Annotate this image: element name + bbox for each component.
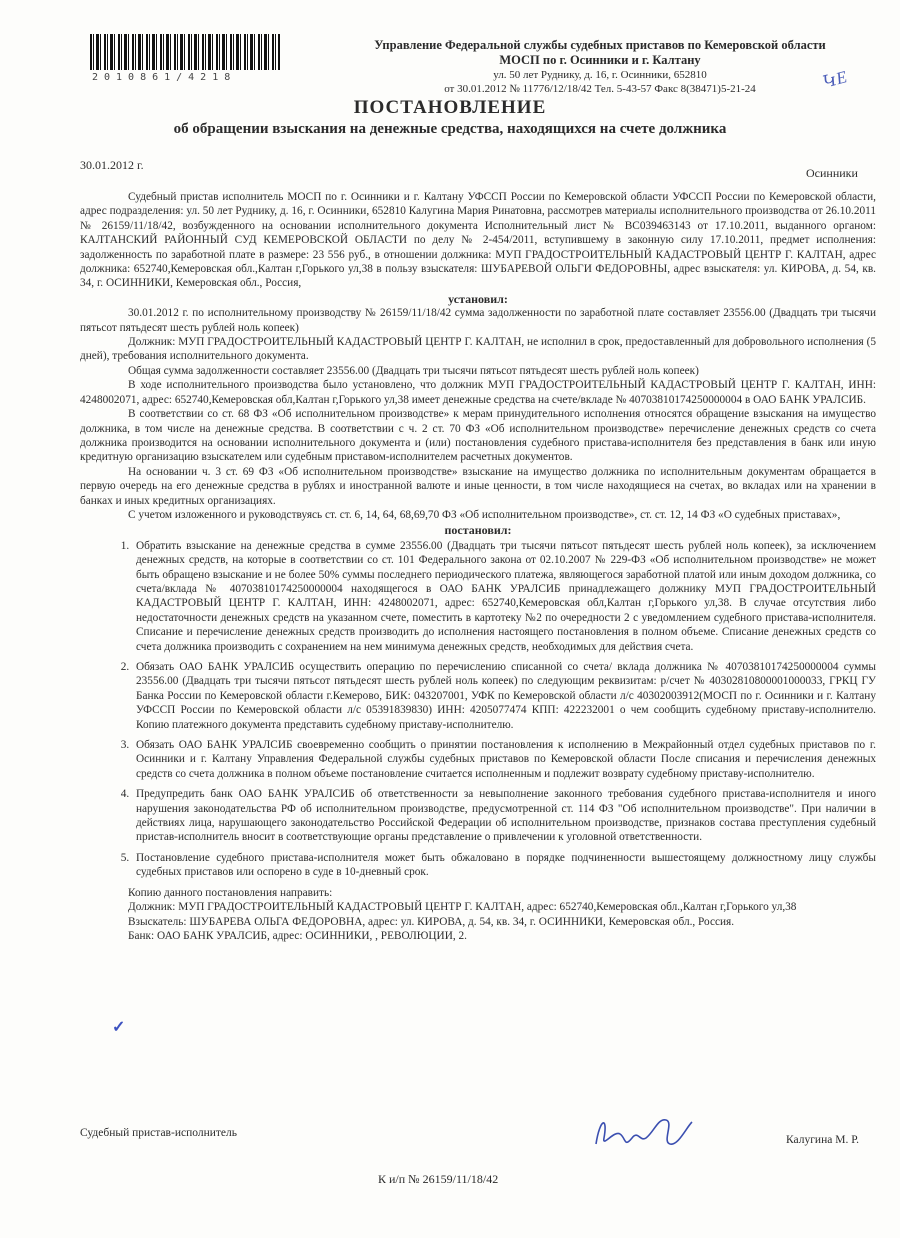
barcode [90, 34, 280, 70]
case-number: К и/п № 26159/11/18/42 [378, 1172, 499, 1186]
handwritten-signature [588, 1108, 698, 1158]
resolution-item: 4. Предупредить банк ОАО БАНК УРАЛСИБ об ответственности за невыполнение законного требования судебного пристава-исполнителя и иного нарушения законодательства РФ об исполнительном производстве, предусмотренной ст. 114 ФЗ "Об исполнительном производстве". При наличии в действиях лица, нарушающего законодательство Российской Федерации об исполнительном производстве, признаков состава преступления судебный пристав-исполнитель вносит в соответствующие органы представление о привлечении к уголовной ответственности. [132, 787, 876, 845]
check-mark-icon: ✓ [112, 1019, 126, 1036]
resolution-item: 1. Обратить взыскание на денежные средства в сумме 23556.00 (Двадцать три тысячи пятьсот пятьдесят шесть рублей ноль копеек), за исключением денежных средств, на которые в соответствии со ст. 101 Федерального закона от 02.10.2007 № 229-ФЗ «Об исполнительном производстве» не может быть обращено взыскание и не более 50% суммы последнего периодического платежа, являющегося заработной платой или иным доходом должника, со счета/вклада № 40703810174250000004 находящегося в ОАО БАНК УРАЛСИБ принадлежащего должнику МУП ГРАДОСТРОИТЕЛЬНЫЙ КАДАСТРОВЫЙ ЦЕНТР Г. КАЛТАН, ИНН: 4248002071, адрес: 652740,Кемеровская обл,Калтан г,Горького ул,38. В случае отсутствия либо недостаточности денежных средств на указанном счете, поместить в картотеку №2 по очередности 2 с уведомлением судебного пристава-исполнителя. Списание и перечисление денежных средств производить до исполнения настоящего постановления в полном объеме. Списание денежных средств со счета должника производить с сохранением на нем минимума денежных средств, необходимых для действия счета. [132, 539, 876, 654]
org-address: ул. 50 лет Руднику, д. 16, г. Осинники, 652810 [493, 69, 707, 81]
established-heading: установил: [448, 291, 508, 306]
copy-recipient-claimant: Взыскатель: ШУБАРЕВА ОЛЬГА ФЕДОРОВНА, адрес: ул. КИРОВА, д. 54, кв. 34, г. ОСИННИКИ, Кемеровская обл., Россия. [128, 915, 735, 928]
resolved-heading: постановил: [444, 523, 512, 538]
copies-heading: Копию данного постановления направить: [128, 886, 333, 899]
resolution-item: 2. Обязать ОАО БАНК УРАЛСИБ осуществить операцию по перечислению списанной со счета/ вклада должника № 40703810174250000004 суммы 23556.00 (Двадцать три тысячи пятьсот пятьдесят шесть рублей ноль копеек) по следующим реквизитам: р/счет № 40302810800001000033, ГРКЦ ГУ Банка России по Кемеровской области г.Кемерово, БИК: 043207001, УФК по Кемеровской области л/с 40302003912(МОСП по г. Осинники и г. Калтану УФССП России по Кемеровской области л/с 05391839830) ИНН: 4205077474 КПП: 422232001 о чем сообщить судебному приставу-исполнителю. Копию платежного документа представить судебному приставу-исполнителю. [132, 660, 876, 732]
resolution-item: 5. Постановление судебного пристава-исполнителя может быть обжаловано в порядке подчиненности вышестоящему должностному лицу службы судебных приставов или оспорено в суде в 10-дневный срок. [132, 851, 876, 880]
established-paragraph: В ходе исполнительного производства было установлено, что должник МУП ГРАДОСТРОИТЕЛЬНЫЙ КАДАСТРОВЫЙ ЦЕНТР Г. КАЛТАН, ИНН: 4248002071, адрес: 652740,Кемеровская обл,Калтан г,Горького ул,38 имеет денежные средства на счете/вкладе № 40703810174250000004 в ОАО БАНК УРАЛСИБ. [80, 379, 876, 406]
document-city: Осинники [806, 166, 858, 180]
signer-name: Калугина М. Р. [786, 1134, 860, 1146]
signer-role: Судебный пристав-исполнитель [80, 1127, 237, 1139]
established-paragraph: В соответствии со ст. 68 ФЗ «Об исполнительном производстве» к мерам принудительного исполнения относятся обращение взыскания на имущество должника, в том числе на денежные средства. В соответствии с ч. 2 ст. 70 ФЗ «Об исполнительном производстве» перечисление денежных средств со счета должника производится на основании исполнительного документа и (или) постановления судебного пристава-исполнителя без представления в банк или иную кредитную организацию взыскателем или судебным приставом-исполнителем расчетных документов. [80, 408, 876, 464]
copy-recipient-bank: Банк: ОАО БАНК УРАЛСИБ, адрес: ОСИННИКИ, , РЕВОЛЮЦИИ, 2. [128, 929, 467, 942]
established-paragraph: Должник: МУП ГРАДОСТРОИТЕЛЬНЫЙ КАДАСТРОВЫЙ ЦЕНТР Г. КАЛТАН, не исполнил в срок, предоставленный для добровольного исполнения (5 дней), требования исполнительного документа. [80, 336, 876, 363]
established-paragraph: 30.01.2012 г. по исполнительному производству № 26159/11/18/42 сумма задолженности по заработной плате составляет 23556.00 (Двадцать три тысячи пятьсот пятьдесят шесть рублей ноль копеек) [80, 307, 876, 334]
copies-section [80, 886, 876, 944]
organization-header [330, 38, 870, 96]
copy-recipient-debtor: Должник: МУП ГРАДОСТРОИТЕЛЬНЫЙ КАДАСТРОВЫЙ ЦЕНТР Г. КАЛТАН, адрес: 652740,Кемеровская обл.,Калтан г,Горького ул,38 [128, 901, 797, 914]
resolution-list [80, 539, 876, 880]
document-date: 30.01.2012 г. [80, 158, 144, 172]
document-body [80, 190, 876, 943]
document-reference: от 30.01.2012 № 11776/12/18/42 Тел. 5-43-57 Факс 8(38471)5-21-24 [444, 83, 756, 95]
org-division: МОСП по г. Осинники и г. Калтану [499, 53, 701, 67]
document-subtitle: об обращении взыскания на денежные средства, находящихся на счете должника [173, 121, 727, 137]
document-title: ПОСТАНОВЛЕНИЕ [353, 97, 547, 118]
barcode-number: 2010861/4218 [92, 72, 237, 83]
established-paragraph: Общая сумма задолженности составляет 23556.00 (Двадцать три тысячи пятьсот пятьдесят шесть рублей ноль копеек) [128, 364, 699, 377]
resolution-item: 3. Обязать ОАО БАНК УРАЛСИБ своевременно сообщить о принятии постановления к исполнению в Межрайонный отдел судебных приставов по г. Осинники и г. Калтану Управления Федеральной службы судебных приставов по Кемеровской области После списания и перечисления денежных средств со счета должника в полном объеме постановление считается исполненным и подлежит возврату судебному приставу-исполнителю. [132, 738, 876, 781]
handwritten-mark: ԿЕ [820, 67, 849, 92]
established-paragraph: С учетом изложенного и руководствуясь ст. ст. 6, 14, 64, 68,69,70 ФЗ «Об исполнительном производстве», ст. ст. 12, 14 ФЗ «О судебных приставах», [128, 508, 841, 521]
intro-paragraph: Судебный пристав исполнитель МОСП по г. Осинники и г. Калтану УФССП России по Кемеровской области УФССП России по Кемеровской области, адрес подразделения: ул. 50 лет Руднику, д. 16, г. Осинники, 652810 Калугина Мария Ринатовна, рассмотрев материалы исполнительного производства от 26.10.2011 № 26159/11/18/42, возбужденного на основании исполнительного документа Исполнительный лист № ВС039463143 от 17.10.2011, выданного органом: КАЛТАНСКИЙ РАЙОННЫЙ СУД КЕМЕРОВСКОЙ ОБЛАСТИ по делу № 2-454/2011, вступившему в законную силу 17.10.2011, предмет исполнения: задолженность по заработной плате в размере: 23 556 руб., в отношении должника: МУП ГРАДОСТРОИТЕЛЬНЫЙ КАДАСТРОВЫЙ ЦЕНТР Г. КАЛТАН, адрес должника: 652740,Кемеровская обл.,Калтан г,Горького ул,38 в пользу взыскателя: ШУБАРЕВОЙ ОЛЬГИ ФЕДОРОВНЫ, адрес взыскателя: ул. КИРОВА, д. 54, кв. 34, г. ОСИННИКИ, Кемеровская обл., Россия, [80, 191, 876, 290]
established-paragraph: На основании ч. 3 ст. 69 ФЗ «Об исполнительном производстве» взыскание на имущество должника по исполнительным документам обращается в первую очередь на его денежные средства в рублях и иностранной валюте и иные ценности, в том числе находящиеся на счетах, во вкладах или на хранении в банках и иных кредитных организациях. [80, 465, 876, 507]
org-name: Управление Федеральной службы судебных приставов по Кемеровской области [374, 38, 826, 52]
